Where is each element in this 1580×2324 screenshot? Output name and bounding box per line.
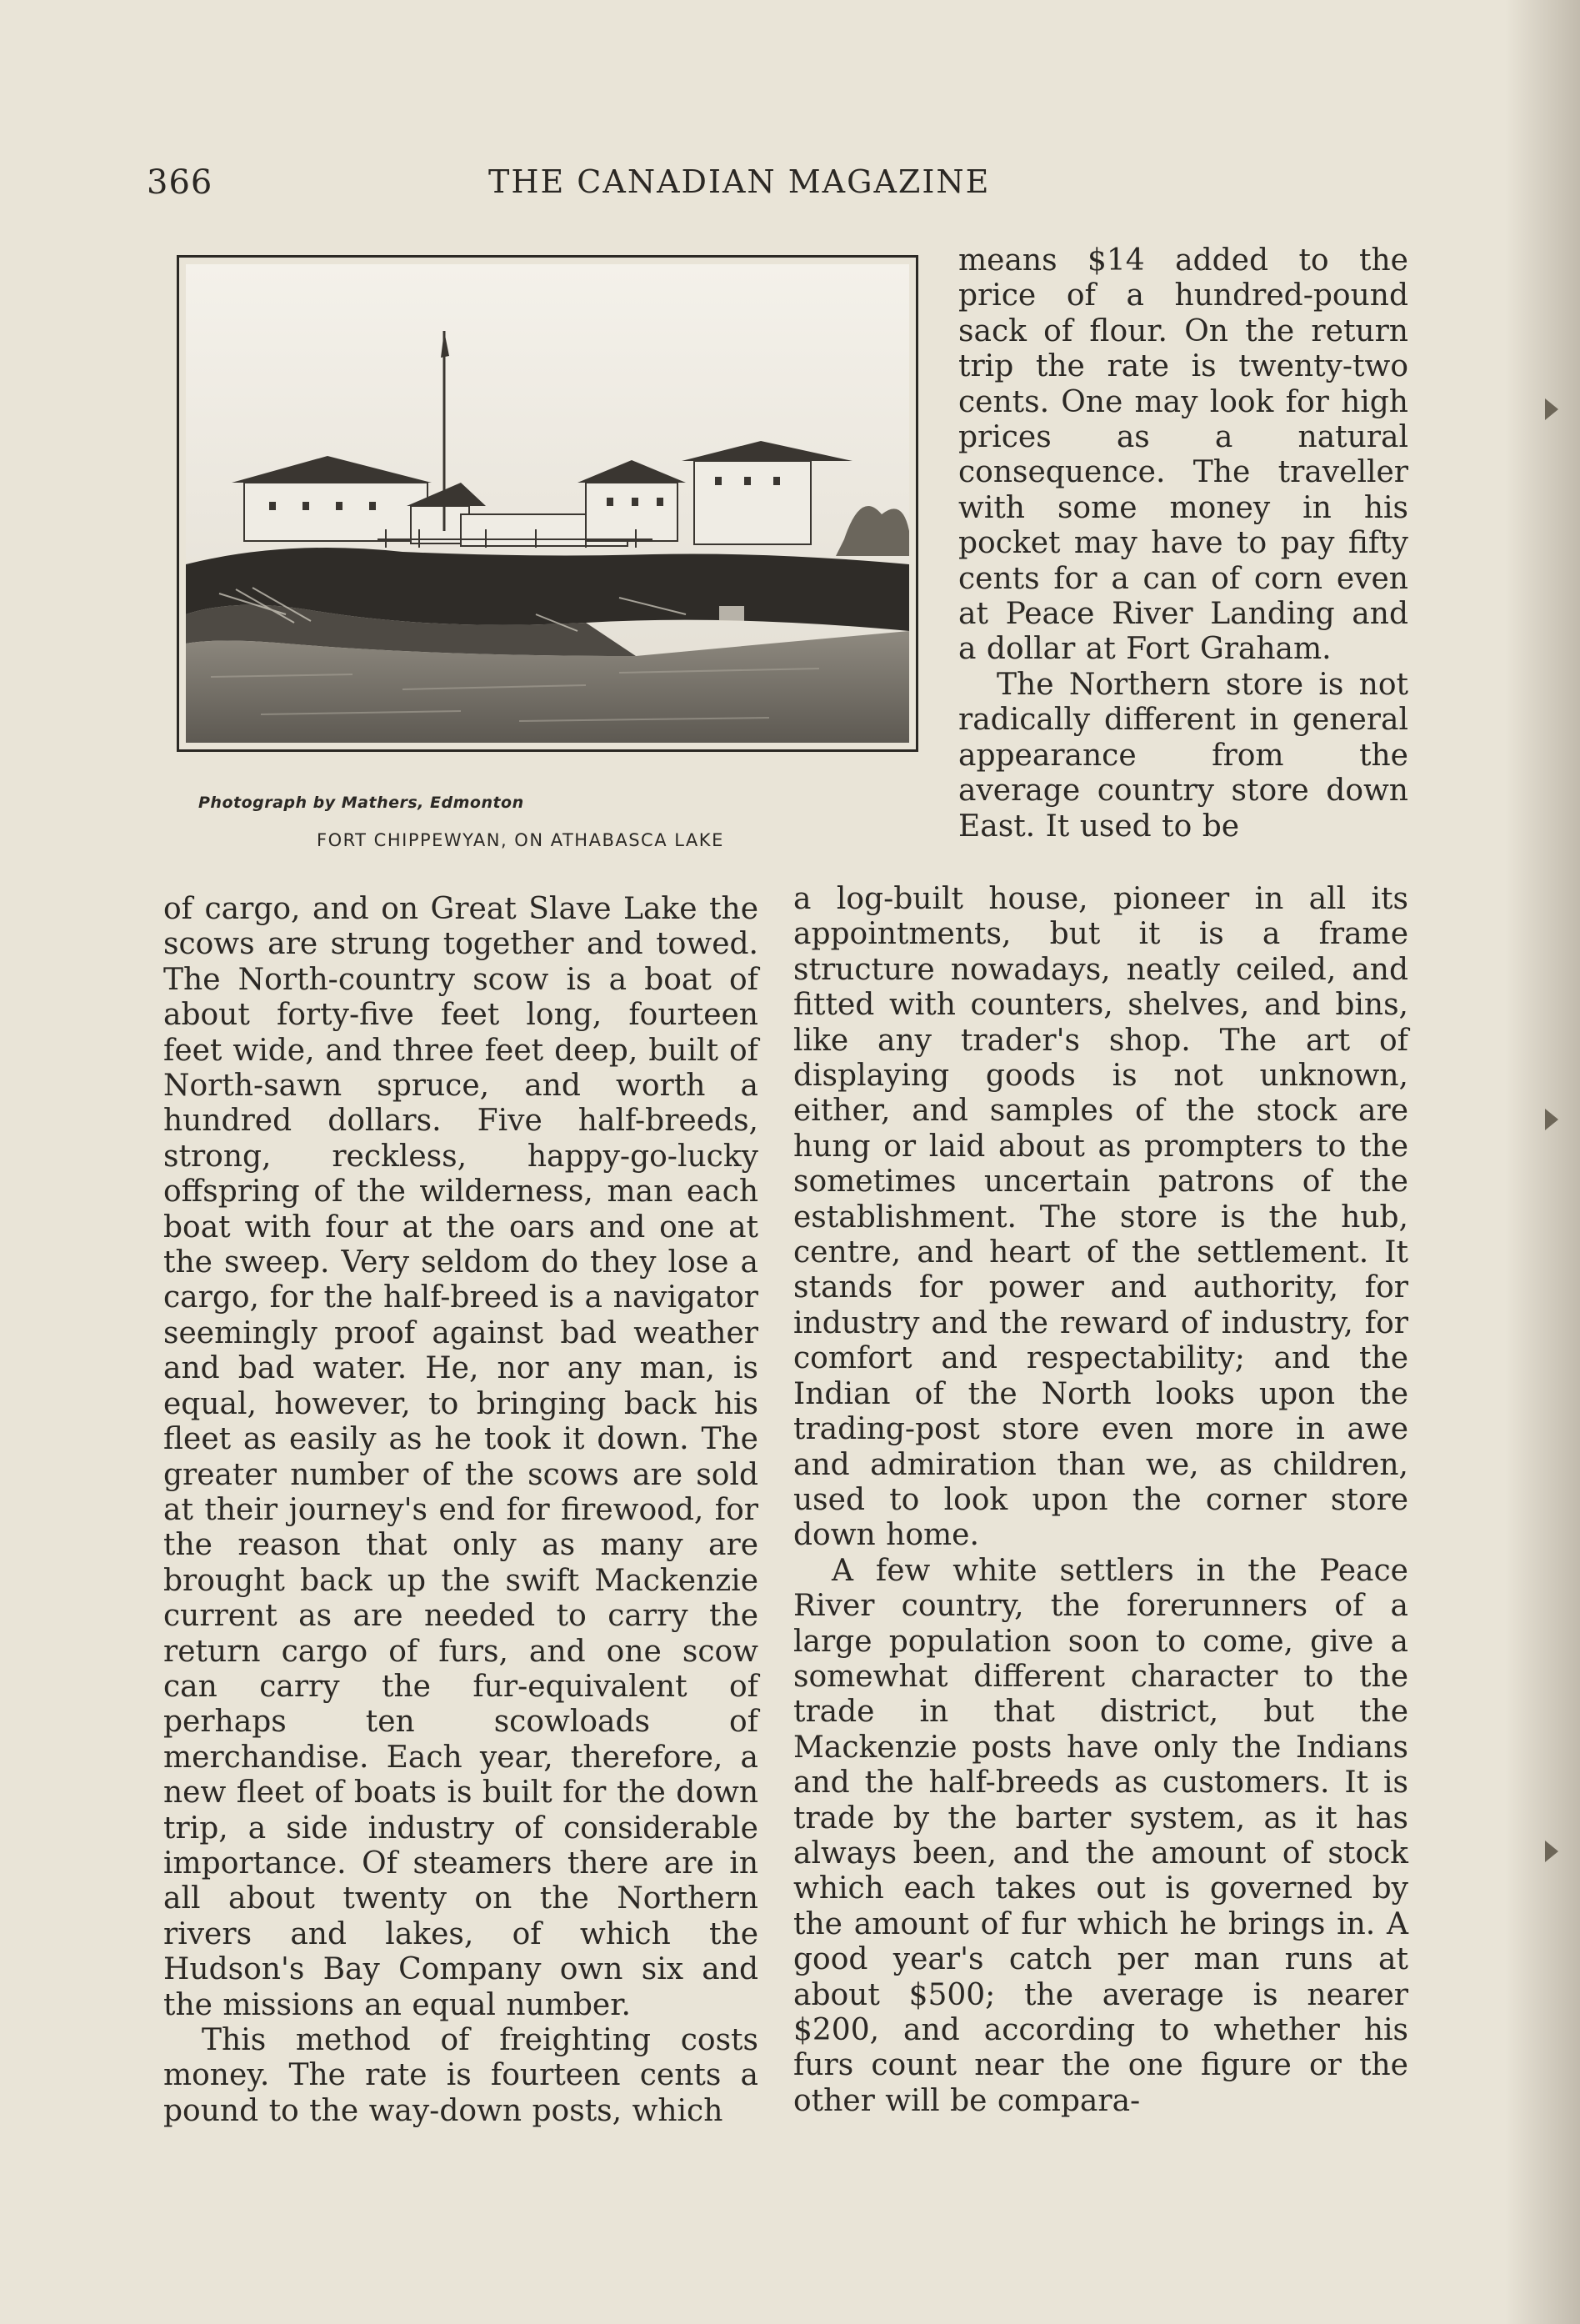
photograph-fort-chippewyan [177,255,918,752]
page-edge-shadow [1505,0,1580,2324]
paragraph: a log-built house, pioneer in all its appointments, but it is a frame structure nowadays, neatly ceiled, and fitted with counters, shelves, and bins, like any trader's shop. The art of displaying goods is not unknown, either, and samples of the stock are hung or laid about as prompters to the sometimes uncertain patrons of the establishment. The store is the hub, centre, and heart of the settlement. It stands for power and authority, for industry and the reward of industry, for comfort and respectability; and the Indian of the North looks upon the trading-post store even more in awe and admiration than we, as children, used to look upon the corner store down home. [793,882,1408,1553]
article-column-right [793,882,1408,2119]
running-header [147,163,1388,210]
page-number: 366 [147,163,213,202]
photo-caption: FORT CHIPPEWYAN, ON ATHABASCA LAKE [317,830,724,850]
article-column-top-right [958,243,1408,844]
photo-credit: Photograph by Mathers, Edmonton [198,794,524,812]
article-column-left [163,892,758,2129]
paragraph: The Northern store is not radically different in general appearance from the average country store down East. It used to be [958,667,1408,844]
paragraph: A few white settlers in the Peace River country, the forerunners of a large population soon to come, give a somewhat different character to the trade in that district, but the Mackenzie posts have only the Indians and the half-breeds as customers. It is trade by the barter system, as it has always been, and the amount of stock which each takes out is governed by the amount of fur which he brings in. A good year's catch per man runs at about $500; the average is nearer $200, and according to whether his furs count near the one figure or the other will be compara- [793,1553,1408,2118]
magazine-title: THE CANADIAN MAGAZINE [488,163,991,200]
paragraph: means $14 added to the price of a hundred-pound sack of flour. On the return trip the rate is twenty-two cents. One may look for high prices as a natural consequence. The traveller with some money in his pocket may have to pay fifty cents for a can of corn even at Peace River Landing and a dollar at Fort Graham. [958,243,1408,667]
photo-illustration [186,264,909,743]
paragraph: of cargo, and on Great Slave Lake the scows are strung together and towed. The North-country scow is a boat of about forty-five feet long, fourteen feet wide, and three feet deep, built of North-sawn spruce, and worth a hundred dollars. Five half-breeds, strong, reckless, happy-go-lucky offspring of the wilderness, man each boat with four at the oars and one at the sweep. Very seldom do they lose a cargo, for the half-breed is a navigator seemingly proof against bad weather and bad water. He, nor any man, is equal, however, to bringing back his fleet as easily as he took it down. The greater number of the scows are sold at their journey's end for firewood, for the reason that only as many are brought back up the swift Mackenzie current as are needed to carry the return cargo of furs, and one scow can carry the fur-equivalent of perhaps ten scowloads of merchandise. Each year, therefore, a new fleet of boats is built for the down trip, a side industry of considerable importance. Of steamers there are in all about twenty on the Northern rivers and lakes, of which the Hudson's Bay Company own six and the missions an equal number. [163,892,758,2022]
paragraph: This method of freighting costs money. The rate is fourteen cents a pound to the way-down posts, which [163,2023,758,2128]
